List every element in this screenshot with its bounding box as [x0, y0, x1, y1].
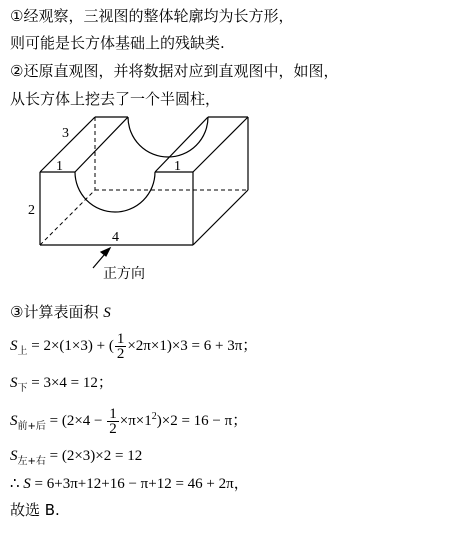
formula-top: $S_上 = 2\times(1\times 3)$ + ( $\frac{1}{2}$ ×2π×1)×3 = 6 + 3π；: [10, 331, 258, 362]
text-line-2: 则可能是长方体基础上的残缺类.: [10, 34, 225, 52]
edge-top-inner-right: [155, 117, 208, 172]
edge-top-inner-left: [75, 117, 128, 172]
text-line-5: [10, 302, 111, 323]
formula-bottom: $S_下 = 3\times 4 = 12$；: [10, 375, 113, 394]
arc-back: [128, 117, 208, 157]
formula-left-right: $S_{左+右} = (2\times 3)\times 2 = 12$: [10, 448, 143, 467]
label-3: 3: [62, 126, 69, 141]
direction-label: 正方向: [103, 266, 145, 282]
label-1-left: 1: [56, 159, 63, 174]
hidden-edge-bottom-left-depth: [40, 190, 95, 245]
step3-var: S: [103, 305, 111, 321]
formula-total: ∴ S = 6+3π+12+16 − π+12 = 46 + 2π，: [10, 476, 249, 492]
fraction-half-2: $\frac{1}{2}$: [109, 406, 117, 438]
edge-top-right-depth: [193, 117, 248, 172]
answer-line: 故选 B.: [10, 501, 60, 519]
label-2: 2: [28, 203, 35, 218]
edge-bottom-right-depth: [193, 190, 248, 245]
arc-front: [75, 172, 155, 212]
geometry-figure: [0, 110, 461, 290]
text-line-4: 从长方体上挖去了一个半圆柱，: [10, 90, 221, 108]
text-line-3: ②还原直观图，并将数据对应到直观图中，如图，: [10, 62, 339, 80]
fraction-half: $\frac{1}{2}$: [116, 331, 125, 362]
step3-heading: ③计算表面积: [10, 303, 104, 321]
formula-front-back: $S_{前+后} = (2\times 4$ − $\frac{1}{2}$ $\times\pi\times 1^2)\times 2 = 16 - \pi$；: [10, 406, 248, 438]
label-4: 4: [112, 230, 119, 245]
label-1-right: 1: [174, 159, 181, 174]
text-line-1: ①经观察，三视图的整体轮廓均为长方形，: [10, 7, 294, 25]
direction-arrowhead: [101, 248, 110, 256]
